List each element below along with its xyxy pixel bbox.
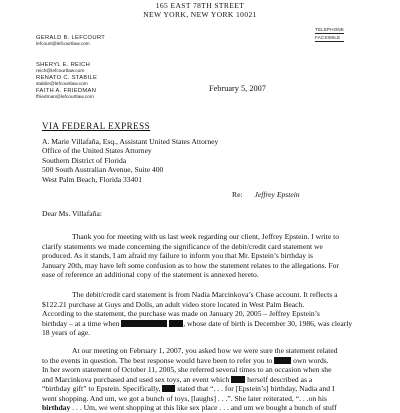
recipient-line: Office of the United States Attorney [42, 146, 152, 156]
recipient-line: 500 South Australian Avenue, Suite 400 [42, 165, 164, 175]
redaction-block [162, 385, 175, 392]
redaction-block [121, 320, 167, 327]
recipient-line: A. Marie Villafaña, Esq., Assistant United States Attorney [42, 137, 219, 146]
para-line [42, 319, 368, 329]
para-line: produced. As it stands, I am afraid my failure to inform you that Mr. Epstein’s birthday is [42, 251, 314, 260]
para-line: $122.21 purchase at Guys and Dolls, an adult video store located in West Palm Beach. [42, 299, 305, 309]
para-text: own words. [293, 355, 329, 365]
facsimile-label: FACSIMILE [315, 34, 344, 42]
lawyer-email[interactable]: stabile@lefcourtlaw.com [36, 82, 88, 87]
re-label: Re: [232, 190, 243, 199]
lawyer-2 [36, 62, 90, 75]
para-line: In her sworn statement of October 11, 2005, she referred several times to an occasion when she [42, 365, 332, 374]
redaction-block [274, 357, 291, 364]
lawyer-name: GERALD B. LEFCOURT [36, 35, 106, 41]
recipient-line: West Palm Beach, Florida 33401 [42, 174, 142, 184]
para-line: 18 years of age. [42, 328, 91, 337]
para-text: herself described as a [247, 374, 313, 384]
lawyer-email[interactable]: ffriedman@lefcourtlaw.com [36, 95, 94, 100]
para-line: ease of reference an additional copy of the statement is annexed hereto. [42, 270, 259, 279]
letterhead-address [0, 1, 400, 19]
contact-box [315, 26, 344, 42]
re-subject: Jeffrey Epstein [254, 190, 300, 199]
lawyer-3 [36, 75, 97, 88]
para-line: clarify statements we made concerning the significance of the debit/credit card statement we [42, 241, 323, 251]
para-text-bold: birthday [42, 403, 71, 412]
address-line-2: NEW YORK, NEW YORK 10021 [143, 10, 257, 19]
para-line: went shopping. And um, we got a bunch of toys, [laughs] . . .”. She later reiterated, “. . .on his [42, 393, 327, 403]
letter-date: February 5, 2007 [209, 84, 266, 93]
para-text: , whose date of birth is December 30, 1986, was clearly [183, 318, 353, 328]
recipient-line: Southern District of Florida [42, 155, 127, 165]
telephone-label: TELEPHONE [315, 27, 345, 32]
para-text: “birthday gift” to Epstein. Specifically, [42, 384, 161, 393]
recipient-block [42, 137, 218, 184]
lawyer-email[interactable]: lefcourt@lefcourtlaw.com [36, 42, 90, 47]
para-line [42, 375, 368, 385]
address-line-1: 165 EAST 78TH STREET [155, 1, 245, 10]
paragraph-1 [42, 232, 368, 280]
para-line: The debit/credit card statement is from Nadia Marcinkova’s Chase account. It reflects a [72, 290, 338, 299]
delivery-method: VIA FEDERAL EXPRESS [42, 121, 151, 131]
subject-line [232, 190, 300, 199]
lawyer-1 [36, 35, 105, 48]
para-text: and Marcinkova purchased and used sex toys, an event which [42, 374, 230, 384]
lawyer-name: SHERYL E. REICH [36, 62, 91, 68]
para-text: stated that “. . . for [Epstein’s] birthday, Nadia and I [177, 384, 335, 393]
para-line: Thank you for meeting with us last week regarding our client, Jeffrey Epstein. I write to [72, 232, 340, 241]
salutation: Dear Ms. Villafaña: [42, 209, 102, 218]
paragraph-3 [42, 346, 368, 413]
para-line [42, 384, 368, 394]
para-line [42, 403, 368, 413]
para-line: According to the statement, the purchase was made on January 20, 2005 – Jeffrey Epstein’s [42, 309, 320, 318]
lawyer-email[interactable]: reich@lefcourtlaw.com [36, 69, 85, 74]
para-text: birthday – at a time when [42, 318, 120, 328]
lawyer-name: RENATO C. STABILE [36, 75, 98, 81]
para-line: January 20th, may have left some confusion as to how the statement relates to the allegations. For [42, 260, 339, 270]
redaction-block [231, 376, 245, 383]
para-text: . . . Um, we went shopping at this like sex place . . . and um we bought a bunch of stuff [72, 403, 337, 412]
paragraph-2 [42, 290, 368, 338]
redaction-block [169, 320, 183, 327]
lawyer-name: FAITH A. FRIEDMAN [36, 88, 97, 94]
lawyer-4 [36, 88, 96, 101]
para-line [42, 356, 368, 366]
para-line: At our meeting on February 1, 2007, you asked how we were sure the statement related [72, 346, 338, 355]
para-text: to the events in question. The best response would have been to refer you to [42, 355, 273, 365]
